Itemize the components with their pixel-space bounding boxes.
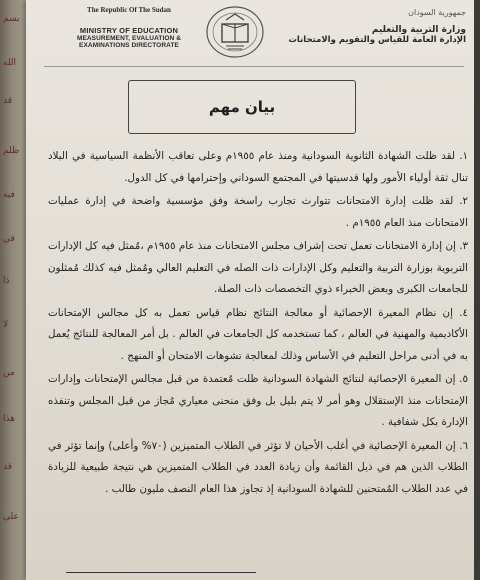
- adjacent-page-edge: [0, 0, 26, 580]
- margin-scribble: على: [3, 512, 19, 522]
- statement-body: [48, 146, 468, 502]
- paragraph-6: ٦. إن المعيرة الإحصائية في أغلب الأحيان لا تؤثر في الطلاب المتميزين (٧٠% وأعلى) وإنما تؤثر في الطلاب الذين هم في ذيل القائمة وأن زيادة العدد في الطلاب المتميزين هي نتيجة طبيعية للزيادة في عدد الطلاب المُمتحنين للشهادة السودانية إذ تجاوز هذا العام النصف مليون طالب .: [48, 439, 468, 495]
- margin-scribble: قد: [3, 96, 13, 106]
- en-directorate-line2: EXAMINATIONS DIRECTORATE: [79, 42, 179, 49]
- margin-scribble: من: [3, 368, 15, 378]
- paragraph-5: ٥. إن المعيرة الإحصائية لنتائج الشهادة السودانية ظلت مُعتمدة من قبل مجالس الإمتحانات وإدارات الإمتحانات منذ الإستقلال وهو أمر لا يتم بليل بل وفق منحنى معياري مُجاز من قبل المجلس وتنفذه الإدارة بكل شفافية .: [48, 373, 468, 428]
- document-page: [26, 0, 474, 580]
- en-directorate-line1: MEASUREMENT, EVALUATION &: [76, 35, 182, 42]
- en-ministry: MINISTRY OF EDUCATION: [79, 26, 179, 35]
- arabic-letterhead: [266, 8, 466, 45]
- margin-scribble: قد: [3, 462, 13, 472]
- ministry-emblem-icon: [204, 4, 266, 60]
- paragraph-3: ٣. إن إدارة الامتحانات تعمل تحت إشراف مجلس الامتحانات منذ عام ١٩٥٥م ،مُمثل فيه كل الإدارات التربوية بوزارة التربية والتعليم وكل الإدارات ذات الصله في التعليم العالي ومُمثل فيه كذلك مُمثلون للجامعات الكبرى وبعض الخبراء ذوي التخصصات ذات الصلة.: [48, 240, 468, 295]
- document-title: بيان مهم: [128, 80, 356, 134]
- ar-directorate: الإدارة العامة للقياس والتقويم والامتحانات: [288, 35, 466, 45]
- margin-scribble: فيه: [3, 190, 15, 200]
- margin-scribble: في: [3, 234, 15, 244]
- margin-scribble: هذا: [3, 414, 15, 424]
- paragraph-4: ٤. إن نظام المعيرة الإحصائية أو معالجة النتائج نظام قياس تعمل به كل مجالس الإمتحانات الأكاديمية والمهنية في العالم ، كما تستخدمه كل الجامعات في العالم . بل أمر المعالجة للنتائج يُعمل به في أدنى مراحل التعليم في الأساس وذلك لمعالجة تشوهات الامتحان أو المنهج .: [48, 306, 468, 362]
- paragraph-1: ١. لقد ظلت الشهادة الثانوية السودانية ومنذ عام ١٩٥٥م وعلى تعاقب الأنظمة السياسية في البلاد تنال ثقة أولياء الأمور ولها قدسيتها في المجتمع السوداني وإحترامها في كل الدول.: [48, 150, 469, 184]
- ar-ministry: وزارة التربية والتعليم: [371, 25, 466, 35]
- margin-scribble: بسم: [3, 14, 20, 24]
- en-republic: The Republic Of The Sudan: [87, 6, 171, 14]
- paragraph-2: ٢. لقد ظلت إدارة الامتحانات تتوارث تجارب راسخة وفق مؤسسية واضحة في إدارة عمليات الامتحانات منذ العام ١٩٥٥م .: [48, 195, 468, 229]
- header-divider: [44, 66, 464, 67]
- ar-republic: جمهورية السودان: [408, 8, 466, 17]
- margin-scribble: ظلم: [3, 146, 20, 156]
- margin-scribble: لا: [3, 320, 9, 330]
- margin-scribble: ذا: [3, 276, 10, 286]
- signature-line: [66, 572, 256, 573]
- right-shadow-edge: [474, 0, 480, 580]
- english-letterhead: [54, 6, 204, 49]
- margin-scribble: الله: [3, 58, 17, 68]
